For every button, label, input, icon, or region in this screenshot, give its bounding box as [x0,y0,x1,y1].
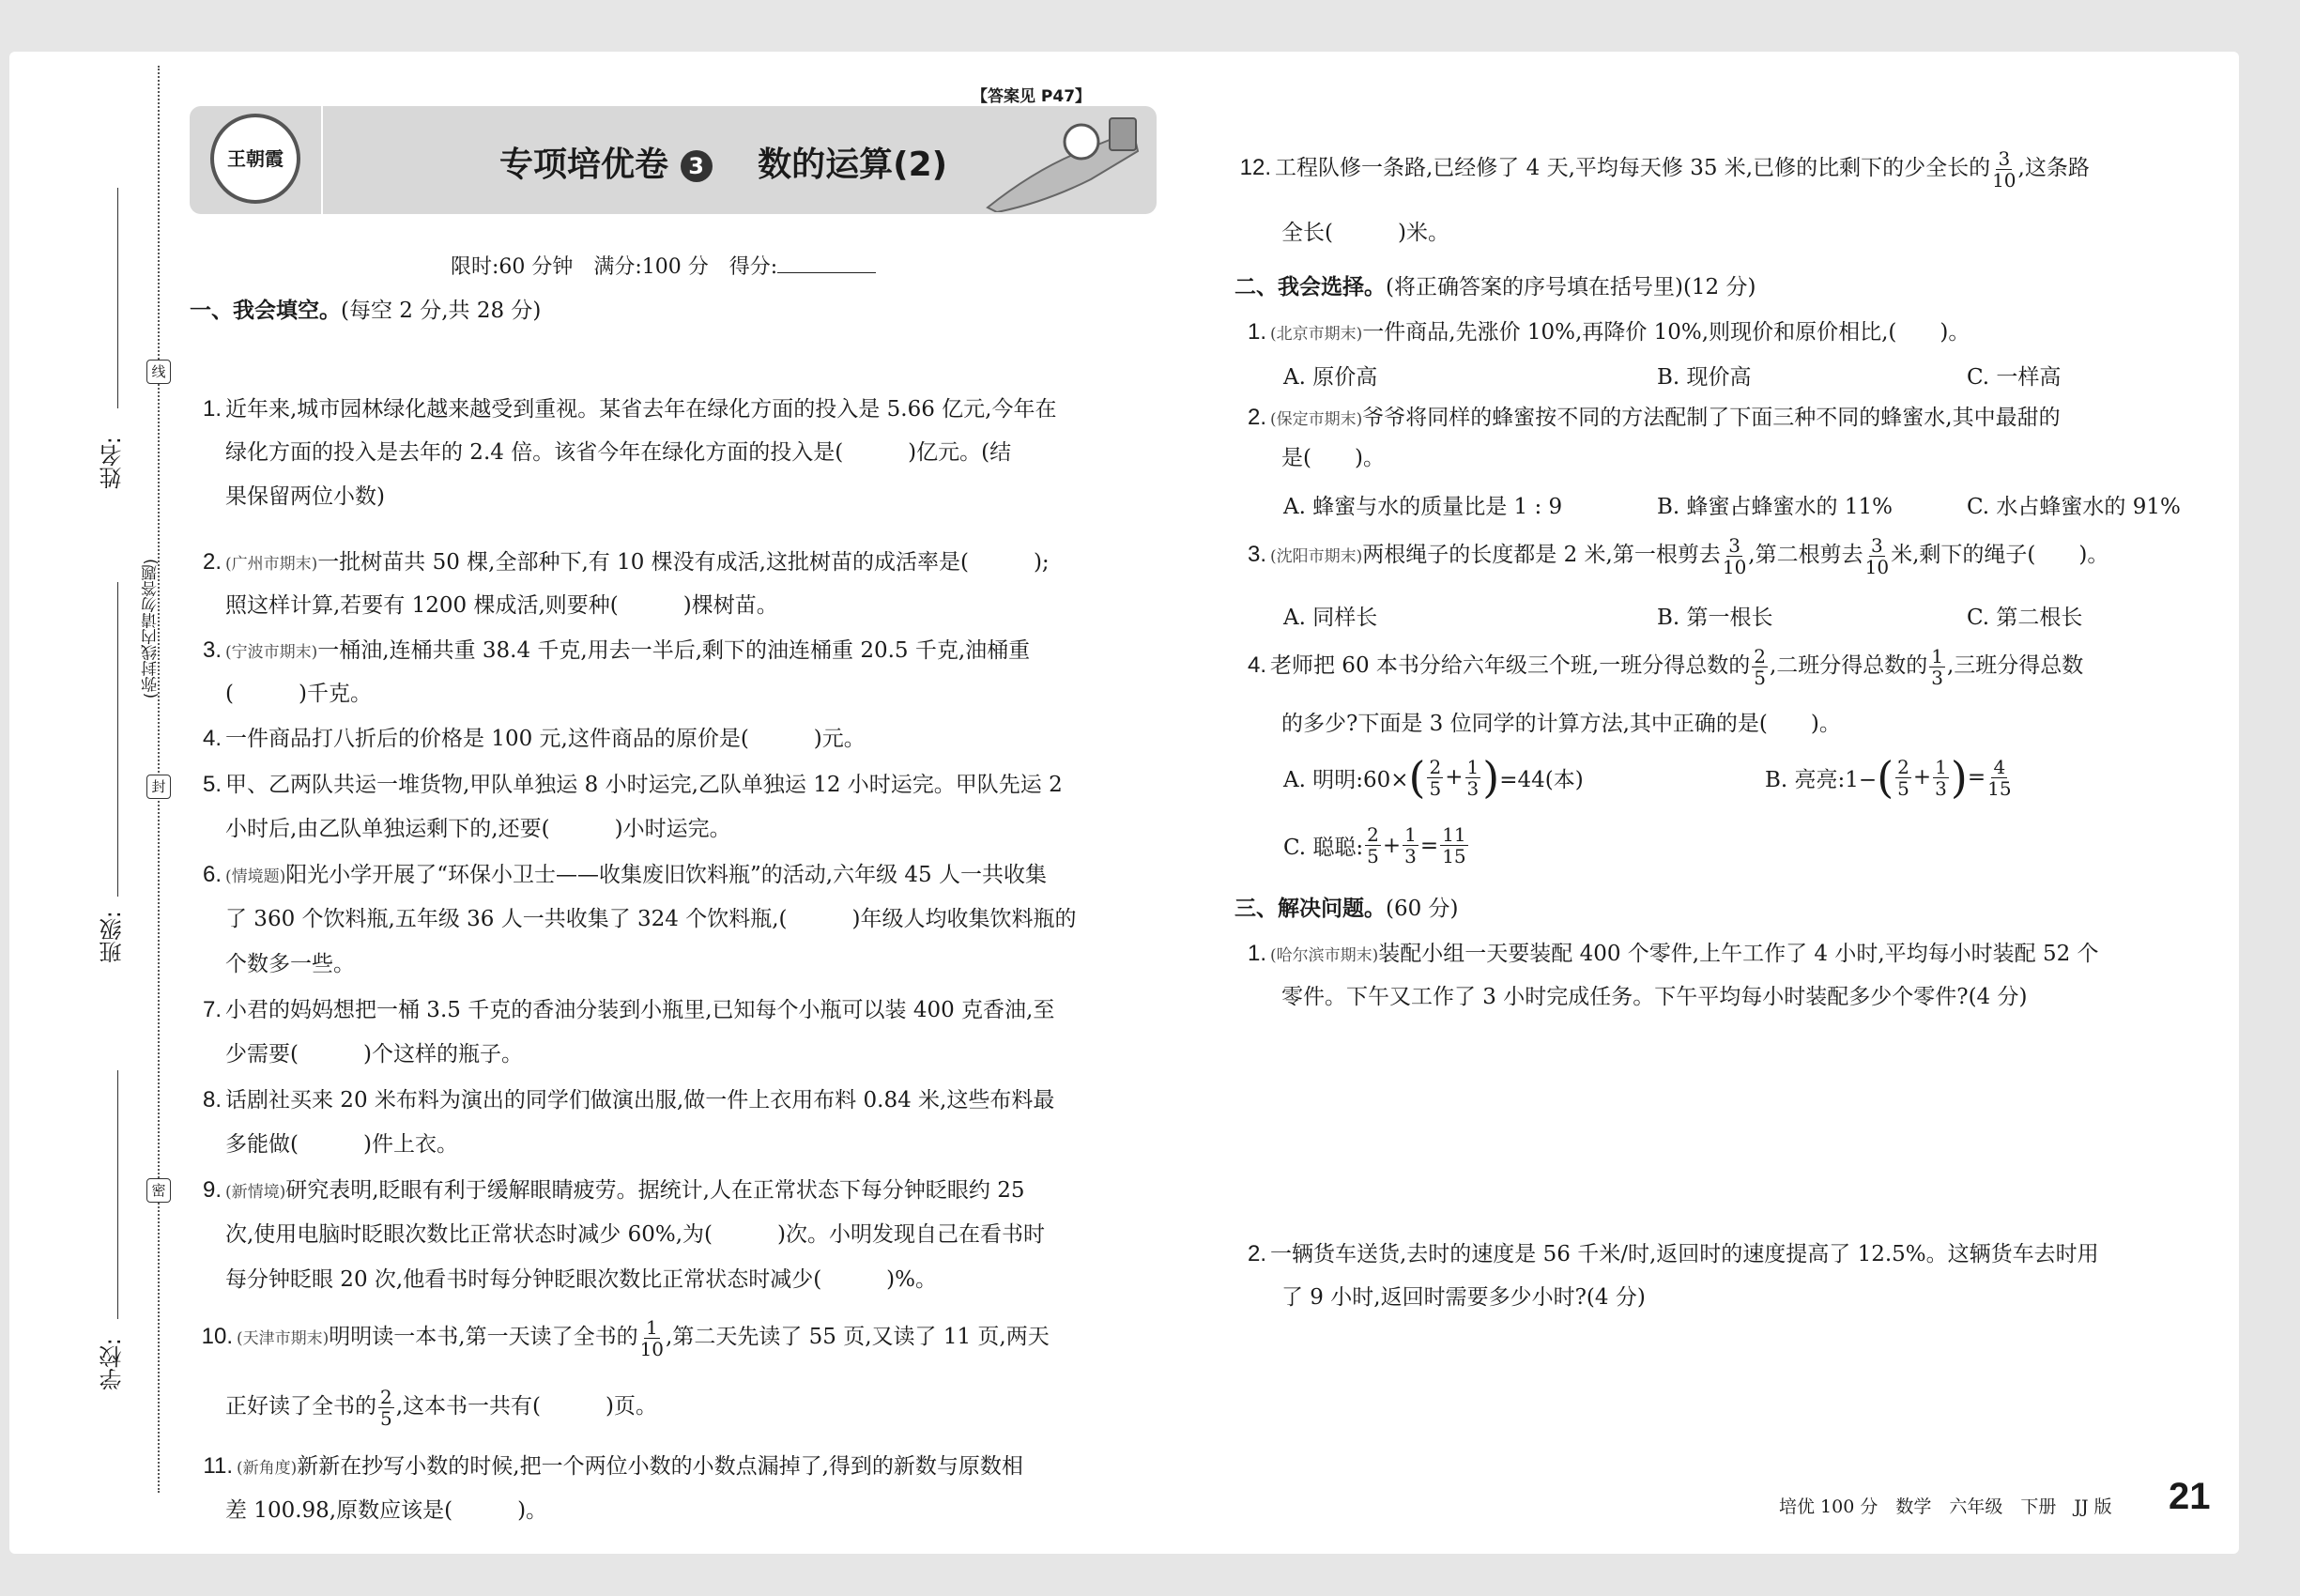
s3-q1-line2: 零件。下午又工作了 3 小时完成任务。下午平均每小时装配多少个零件?(4 分) [1281,985,2028,1009]
section3-heading: 三、解决问题。(60 分) [1234,897,1459,921]
section2-heading: 二、我会选择。(将正确答案的序号填在括号里)(12 分) [1234,275,1756,299]
s1-question-3: 3. (宁波市期末)一桶油,连桶共重 38.4 千克,用去一半后,剩下的油连桶重 20.5 千克,油桶重 [202,637,1031,663]
s2-q3-option-a: A. 同样长 [1283,606,1378,630]
binding-mark-secret: 密 [146,1178,171,1203]
s1-question-1: 1. 近年来,城市园林绿化越来越受到重视。某省去年在绿化方面的投入是 5.66 亿元,今年在 [202,396,1057,422]
s1-q8-line2: 多能做( )件上衣。 [225,1132,458,1157]
fraction: $\frac{3}{10}$ [1992,146,2016,192]
s1-q9-line3: 每分钟眨眼 20 次,他看书时每分钟眨眼次数比正常状态时减少( )%。 [225,1267,938,1292]
paper-page [9,52,2239,1554]
binding-mark-line: 线 [146,360,171,384]
s1-q10-line2: 正好读了全书的 $\frac{2}{5}$ ,这本书一共有( )页。 [225,1385,657,1430]
s1-q9-line2: 次,使用电脑时眨眼次数比正常状态时减少 60%,为( )次。小明发现自己在看书时 [225,1222,1046,1247]
s1-q1-line2: 绿化方面的投入是去年的 2.4 倍。该省今年在绿化方面的投入是( )亿元。(结 [225,440,1012,465]
fraction: $\frac{3}{10}$ [1864,533,1890,578]
s1-question-2: 2. (广州市期末)一批树苗共 50 棵,全部种下,有 10 棵没有成活,这批树苗的成活率是( ); [202,549,1050,575]
s1-q6-line2: 了 360 个饮料瓶,五年级 36 人一共收集了 324 个饮料瓶,( )年级人均收集饮料瓶的 [225,907,1077,931]
s1-question-8: 8. 话剧社买来 20 米布料为演出的同学们做演出服,做一件上衣用布料 0.84 米,这些布料最 [202,1087,1055,1113]
footer-series: 培优 100 分 数学 六年级 下册 JJ 版 [1779,1496,2112,1517]
s2-q2-line2: 是( )。 [1281,446,1385,470]
s2-question-4: 4. 老师把 60 本书分给六年级三个班,一班分得总数的 $\frac{2}{5}$ ,二班分得总数的 $\frac{1}{3}$ ,三班分得总数 [1247,644,2084,689]
seal-note: (弥封线内请勿答题) [142,559,161,699]
s2-question-2: 2. (保定市期末)爷爷将同样的蜂蜜按不同的方法配制了下面三种不同的蜂蜜水,其中最甜的 [1247,405,2061,430]
s2-q2-option-a: A. 蜂蜜与水的质量比是 1 : 9 [1283,495,1563,519]
name-blank-line [117,188,118,408]
school-label: 学校: [100,1338,126,1391]
class-label: 班级: [100,911,126,964]
answer-ref: 【答案见 P47】 [972,87,1092,106]
s1-q1-line3: 果保留两位小数) [225,484,385,509]
banner-divider [321,106,323,214]
s2-question-3: 3. (沈阳市期末)两根绳子的长度都是 2 米,第一根剪去 $\frac{3}{10}$ ,第二根剪去 $\frac{3}{10}$ 米,剩下的绳子( )。 [1247,533,2109,578]
s2-q3-option-c: C. 第二根长 [1967,606,2083,630]
s3-question-1: 1. (哈尔滨市期末)装配小组一天要装配 400 个零件,上午工作了 4 小时,平均每小时装配 52 个 [1247,941,2099,966]
fraction: $\frac{1}{3}$ [1931,644,1943,689]
s2-q1-option-a: A. 原价高 [1283,365,1378,390]
s2-q4-option-c: C. 聪聪: $\frac{2}{5}$ + $\frac{1}{3}$ = $\frac{11}{15}$ [1283,823,1466,867]
s1-question-7: 7. 小君的妈妈想把一桶 3.5 千克的香油分装到小瓶里,已知每个小瓶可以装 400 克香油,至 [202,997,1055,1022]
s2-q4-option-a: A. 明明:60× ( $\frac{2}{5}$ + $\frac{1}{3}$ ) =44(本) [1283,752,1584,803]
s2-q4-option-b: B. 亮亮:1− ( $\frac{2}{5}$ + $\frac{1}{3}$ ) = $\frac{4}{15}$ [1765,752,2012,803]
s1-q2-line2: 照这样计算,若要有 1200 棵成活,则要种( )棵树苗。 [225,593,778,618]
header-banner [190,106,1157,214]
binding-mark-seal: 封 [146,775,171,799]
cartoon-illustration [978,114,1142,212]
s1-q5-line2: 小时后,由乙队单独运剩下的,还要( )小时运完。 [225,817,731,841]
s1-q7-line2: 少需要( )个这样的瓶子。 [225,1042,523,1067]
s2-q3-option-b: B. 第一根长 [1657,606,1773,630]
s3-q2-line2: 了 9 小时,返回时需要多少小时?(4 分) [1281,1285,1646,1310]
s2-q1-option-c: C. 一样高 [1967,365,2062,390]
s1-question-11: 11. (新角度)新新在抄写小数的时候,把一个两位小数的小数点漏掉了,得到的新数与原数相 [203,1453,1023,1479]
s2-q2-option-b: B. 蜂蜜占蜂蜜水的 11% [1657,495,1893,519]
s3-question-2: 2. 一辆货车送货,去时的速度是 56 千米/时,返回时的速度提高了 12.5%。这辆货车去时用 [1247,1241,2099,1266]
s1-q3-line2: ( )千克。 [225,682,372,706]
s2-q2-option-c: C. 水占蜂蜜水的 91% [1967,495,2181,519]
fraction: $\frac{3}{10}$ [1722,533,1747,578]
s1-q6-line3: 个数多一些。 [225,952,355,976]
fraction: $\frac{2}{5}$ [380,1385,392,1430]
s1-question-4: 4. 一件商品打八折后的价格是 100 元,这件商品的原价是( )元。 [202,726,866,751]
s1-question-5: 5. 甲、乙两队共运一堆货物,甲队单独运 8 小时运完,乙队单独运 12 小时运完。甲队先运 2 [202,772,1063,797]
class-blank-line [117,582,118,897]
s1-question-9: 9. (新情境)研究表明,眨眼有利于缓解眼睛疲劳。据统计,人在正常状态下每分钟眨眼约 25 [202,1177,1025,1203]
page-number: 21 [2169,1476,2211,1517]
name-label: 姓名: [100,437,126,490]
s1-q11-line2: 差 100.98,原数应该是( )。 [225,1498,548,1523]
page-title: 专项培优卷 3 数的运算(2) [499,146,948,184]
s1-question-12: 12. 工程队修一条路,已经修了 4 天,平均每天修 35 米,已修的比剩下的少全长的 $\frac{3}{10}$ ,这条路 [1239,146,2090,192]
fraction: $\frac{2}{5}$ [1754,644,1766,689]
s1-q12-line2: 全长( )米。 [1281,221,1449,245]
exam-meta: 限时:60 分钟 满分:100 分 得分: [451,251,876,280]
brand-logo: 王朝霞 [210,114,300,204]
fraction: $\frac{1}{10}$ [639,1315,665,1360]
s2-q1-option-b: B. 现价高 [1657,365,1752,390]
s2-q4-line2: 的多少?下面是 3 位同学的计算方法,其中正确的是( )。 [1281,712,1841,736]
title-number-badge: 3 [681,150,713,182]
s1-question-10: 10. (天津市期末)明明读一本书,第一天读了全书的 $\frac{1}{10}$ ,第二天先读了 55 页,又读了 11 页,两天 [201,1315,1050,1360]
school-blank-line [117,1070,118,1319]
section1-heading: 一、我会填空。(每空 2 分,共 28 分) [190,299,542,323]
s1-question-6: 6. (情境题)阳光小学开展了“环保小卫士——收集废旧饮料瓶”的活动,六年级 45 人一共收集 [202,862,1047,887]
s2-question-1: 1. (北京市期末)一件商品,先涨价 10%,再降价 10%,则现价和原价相比,( )。 [1247,319,1970,345]
